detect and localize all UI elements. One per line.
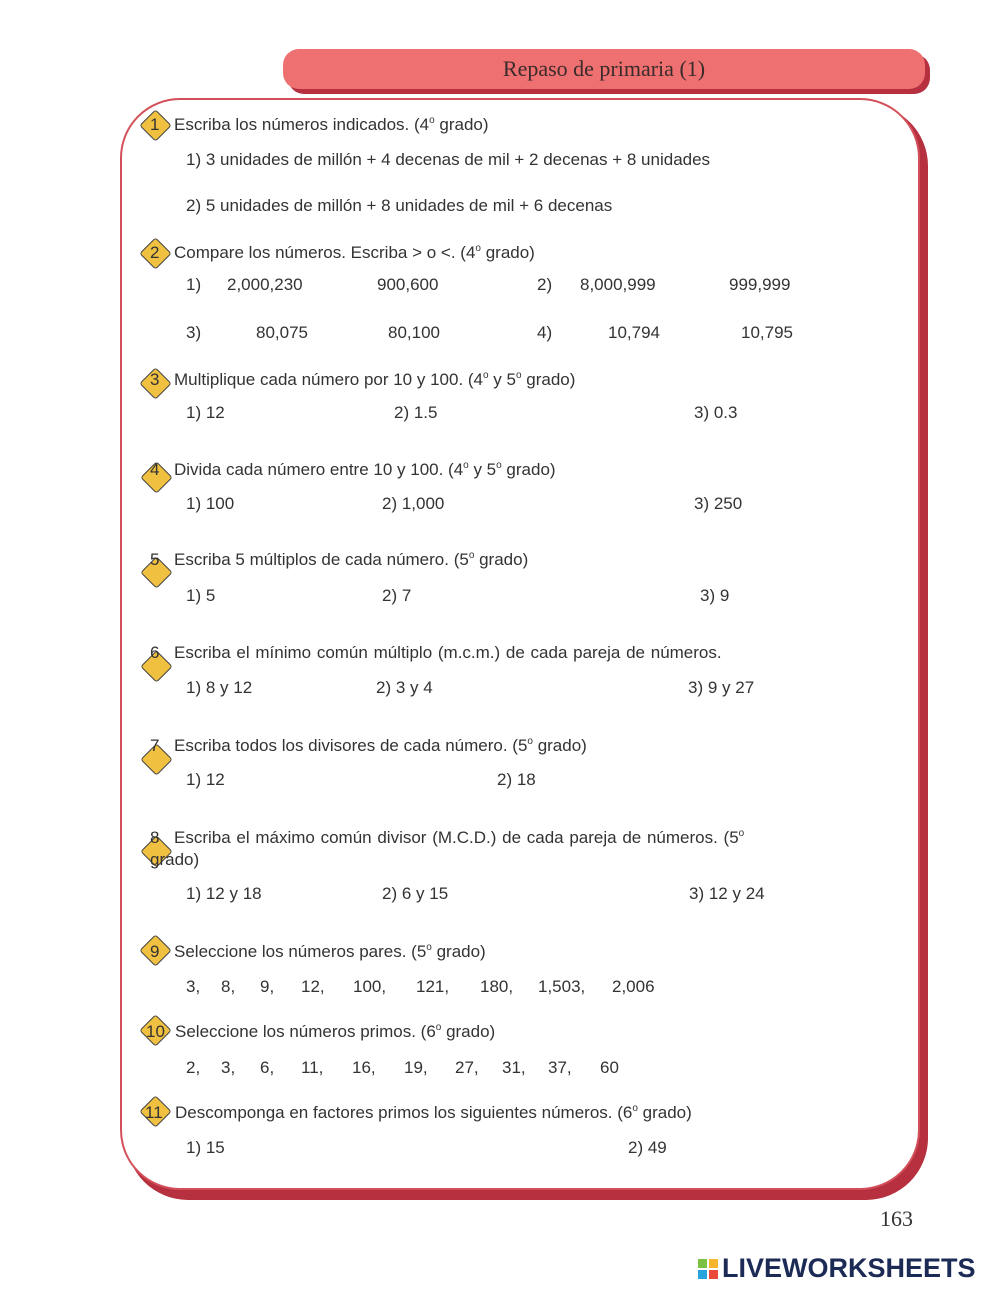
section-7-item: 2) 18: [497, 770, 536, 789]
compare-value: 80,100: [388, 323, 440, 342]
section-number: 5: [150, 550, 160, 569]
section-6-item: 2) 3 y 4: [376, 678, 433, 697]
brand-text: LIVEWORKSHEETS: [722, 1253, 976, 1283]
title-bar: [283, 49, 925, 89]
section-number: 2: [150, 243, 160, 262]
section-11-item: 1) 15: [186, 1138, 225, 1157]
number-option[interactable]: 27,: [455, 1058, 479, 1077]
compare-label: 3): [186, 323, 202, 342]
number-option[interactable]: 60: [600, 1058, 619, 1077]
number-option[interactable]: 11,: [301, 1058, 324, 1077]
section-1-heading: Escriba los números indicados. (4$^o$ grado): [174, 115, 489, 134]
section-6-item: 3) 9 y 27: [688, 678, 755, 697]
section-8-item: 1) 12 y 18: [186, 884, 262, 903]
number-option[interactable]: 12,: [301, 977, 325, 996]
number-option[interactable]: 2,006: [612, 977, 655, 996]
compare-label: 2): [537, 275, 553, 294]
number-option[interactable]: 16,: [352, 1058, 376, 1077]
number-option[interactable]: 19,: [404, 1058, 428, 1077]
section-9-heading: Seleccione los números pares. (5$^o$ grado): [174, 942, 486, 961]
section-11-heading: Descomponga en factores primos los siguientes números. (6$^o$ grado): [175, 1103, 692, 1122]
section-number: 8: [150, 828, 160, 847]
section-6-item: 1) 8 y 12: [186, 678, 253, 697]
section-4-item: 1) 100: [186, 494, 235, 513]
section-3-item: 1) 12: [186, 403, 225, 422]
compare-value: 999,999: [729, 275, 791, 294]
liveworksheets-logo: [698, 1253, 976, 1284]
number-option[interactable]: 2,: [186, 1058, 201, 1077]
section-6-heading: Escriba el mínimo común múltiplo (m.c.m.) de cada pareja de números.: [174, 643, 722, 662]
section-8-item: 2) 6 y 15: [382, 884, 449, 903]
section-10-heading: Seleccione los números primos. (6$^o$ grado): [175, 1022, 496, 1041]
number-option[interactable]: 121,: [416, 977, 450, 996]
section-number: 10: [146, 1022, 165, 1041]
section-number: 7: [150, 736, 160, 755]
compare-value: 8,000,999: [580, 275, 656, 294]
section-7-item: 1) 12: [186, 770, 225, 789]
number-option[interactable]: 100,: [353, 977, 387, 996]
section-4-heading: Divida cada número entre 10 y 100. (4$^o$ y 5$^o$ grado): [174, 460, 556, 479]
section-3-item: 2) 1.5: [394, 403, 438, 422]
section-4-item: 3) 250: [694, 494, 743, 513]
section-3-heading: Multiplique cada número por 10 y 100. (4$^o$ y 5$^o$ grado): [174, 370, 576, 389]
section-3-item: 3) 0.3: [694, 403, 738, 422]
number-option[interactable]: 3,: [221, 1058, 236, 1077]
number-option[interactable]: 6,: [260, 1058, 275, 1077]
compare-label: 1): [186, 275, 202, 294]
section-4-item: 2) 1,000: [382, 494, 445, 513]
section-number: 3: [150, 370, 160, 389]
section-5-item: 3) 9: [700, 586, 730, 605]
number-option[interactable]: 3,: [186, 977, 201, 996]
compare-value: 10,794: [608, 323, 660, 342]
number-option[interactable]: 180,: [480, 977, 514, 996]
section-number: 1: [150, 115, 160, 134]
liveworksheets-icon: [698, 1259, 718, 1279]
page-title: Repaso de primaria (1): [502, 56, 706, 81]
section-number: 6: [150, 643, 160, 662]
compare-value: 10,795: [741, 323, 793, 342]
section-8-heading-continuation: grado): [150, 850, 200, 869]
section-5-item: 1) 5: [186, 586, 216, 605]
section-1-item: 2) 5 unidades de millón + 8 unidades de mil + 6 decenas: [186, 196, 613, 215]
section-number: 9: [150, 942, 160, 961]
section-7-heading: Escriba todos los divisores de cada número. (5$^o$ grado): [174, 736, 587, 755]
section-11-item: 2) 49: [628, 1138, 667, 1157]
compare-value: 2,000,230: [227, 275, 303, 294]
page-number: 163: [880, 1206, 913, 1231]
section-1-item: 1) 3 unidades de millón + 4 decenas de mil + 2 decenas + 8 unidades: [186, 150, 711, 169]
section-5-heading: Escriba 5 múltiplos de cada número. (5$^o$ grado): [174, 550, 529, 569]
section-8-heading: Escriba el máximo común divisor (M.C.D.) de cada pareja de números. (5$^o$: [174, 828, 745, 847]
compare-value: 900,600: [377, 275, 439, 294]
section-number: 4: [150, 460, 160, 479]
number-option[interactable]: 1,503,: [538, 977, 586, 996]
compare-value: 80,075: [256, 323, 308, 342]
number-option[interactable]: 31,: [502, 1058, 526, 1077]
section-8-item: 3) 12 y 24: [689, 884, 765, 903]
number-option[interactable]: 37,: [548, 1058, 572, 1077]
section-2-heading: Compare los números. Escriba > o <. (4$^o$ grado): [174, 243, 535, 262]
number-option[interactable]: 9,: [260, 977, 275, 996]
compare-label: 4): [537, 323, 553, 342]
section-number: 11: [145, 1103, 163, 1122]
number-option[interactable]: 8,: [221, 977, 236, 996]
section-5-item: 2) 7: [382, 586, 412, 605]
